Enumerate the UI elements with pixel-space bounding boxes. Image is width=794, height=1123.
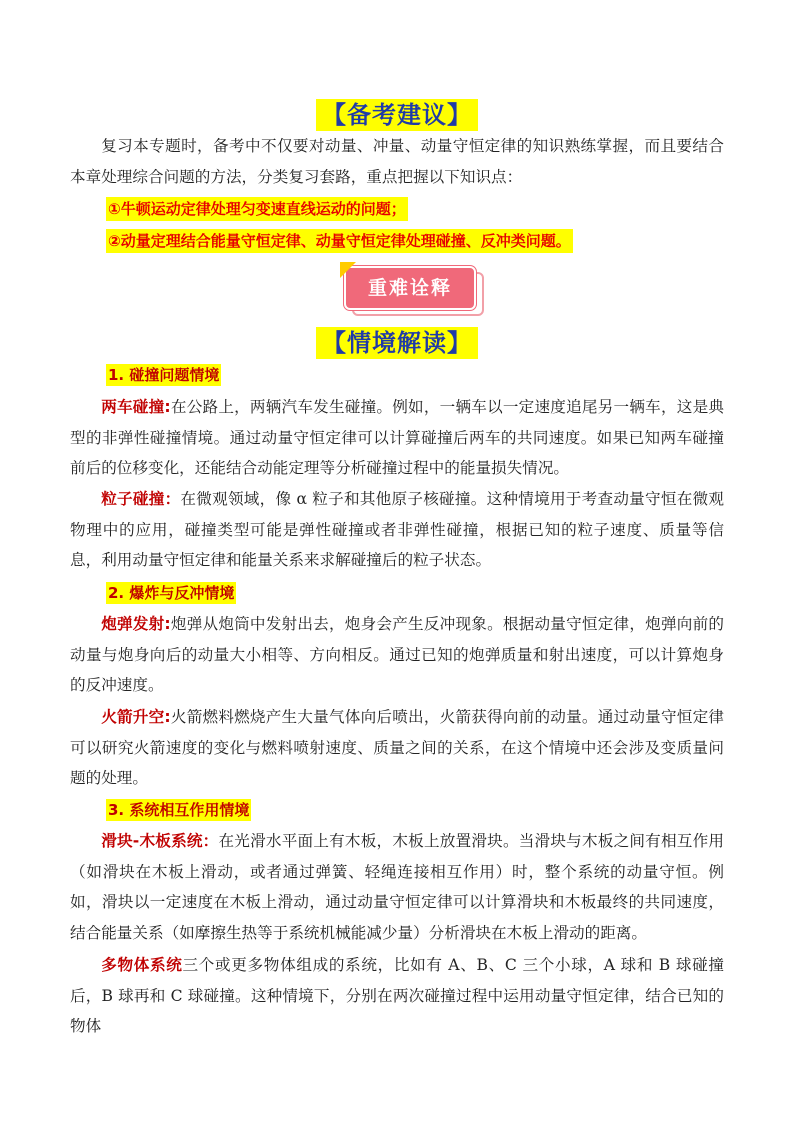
intro-paragraph: 复习本专题时，备考中不仅要对动量、冲量、动量守恒定律的知识熟练掌握，而且要结合本章处理综合问题的方法，分类复习套路，重点把握以下知识点： xyxy=(70,137,724,186)
paragraph-multi-body xyxy=(70,950,724,1042)
badge-label: 重难诠释 xyxy=(344,266,476,310)
paragraph-text: 火箭燃料燃烧产生大量气体向后喷出，火箭获得向前的动量。通过动量守恒定律可以研究火箭速度的变化与燃料喷射速度、质量之间的关系，在这个情境中还会涉及变质量问题的处理。 xyxy=(70,708,724,787)
paragraph-text: 三个或更多物体组成的系统，比如有 A、B、C 三个小球，A 球和 B 球碰撞后，B 球再和 C 球碰撞。这种情境下，分别在两次碰撞过程中运用动量守恒定律，结合已知的物体 xyxy=(70,956,724,1035)
paragraph-shell-launch xyxy=(70,609,724,701)
key-point-1: ①牛顿运动定律处理匀变速直线运动的问题； xyxy=(106,197,408,221)
paragraph-text: 炮弹从炮筒中发射出去，炮身会产生反冲现象。根据动量守恒定律，炮弹向前的动量与炮身向后的动量大小相等、方向相反。通过已知的炮弹质量和射出速度，可以计算炮身的反冲速度。 xyxy=(70,615,724,694)
paragraph-car-collision xyxy=(70,392,724,484)
paragraph-rocket-launch xyxy=(70,702,724,794)
paragraph-slider-board xyxy=(70,826,724,948)
keyword: 多物体系统 xyxy=(101,956,183,974)
section-heading-collision: 1. 碰撞问题情境 xyxy=(108,366,220,384)
keyword: 火箭升空: xyxy=(101,708,171,726)
key-point-2: ②动量定理结合能量守恒定律、动量守恒定律处理碰撞、反冲类问题。 xyxy=(106,229,573,253)
keyword: 粒子碰撞： xyxy=(101,490,181,508)
keyword: 炮弹发射: xyxy=(101,615,171,633)
scenario-title: 【情境解读】 xyxy=(70,327,724,359)
badge-corner-icon xyxy=(340,262,356,278)
paragraph-text: 在微观领域，像 α 粒子和其他原子核碰撞。这种情境用于考查动量守恒在微观物理中的应用，碰撞类型可能是弹性碰撞或者非弹性碰撞，根据已知的粒子速度、质量等信息，利用动量守恒定律和能量关系来求解碰撞后的粒子状态。 xyxy=(70,490,724,569)
key-difficulty-badge xyxy=(342,264,550,318)
paragraph-text: 在光滑水平面上有木板，木板上放置滑块。当滑块与木板之间有相互作用（如滑块在木板上滑动，或者通过弹簧、轻绳连接相互作用）时，整个系统的动量守恒。例如，滑块以一定速度在木板上滑动，通过动量守恒定律可以计算滑块和木板最终的共同速度，结合能量关系（如摩擦生热等于系统机械能减少量）分析滑块在木板上滑动的距离。 xyxy=(70,832,724,942)
section-heading-explosion: 2. 爆炸与反冲情境 xyxy=(108,584,235,602)
paragraph-particle-collision xyxy=(70,484,724,576)
exam-advice-title: 【备考建议】 xyxy=(70,99,724,131)
section-heading-system: 3. 系统相互作用情境 xyxy=(108,801,250,819)
keyword: 滑块-木板系统： xyxy=(101,832,219,850)
paragraph-text: 在公路上，两辆汽车发生碰撞。例如，一辆车以一定速度追尾另一辆车，这是典型的非弹性碰撞情境。通过动量守恒定律可以计算碰撞后两车的共同速度。如果已知两车碰撞前后的位移变化，还能结合动能定理等分析碰撞过程中的能量损失情况。 xyxy=(70,398,724,477)
keyword: 两车碰撞: xyxy=(101,398,171,416)
